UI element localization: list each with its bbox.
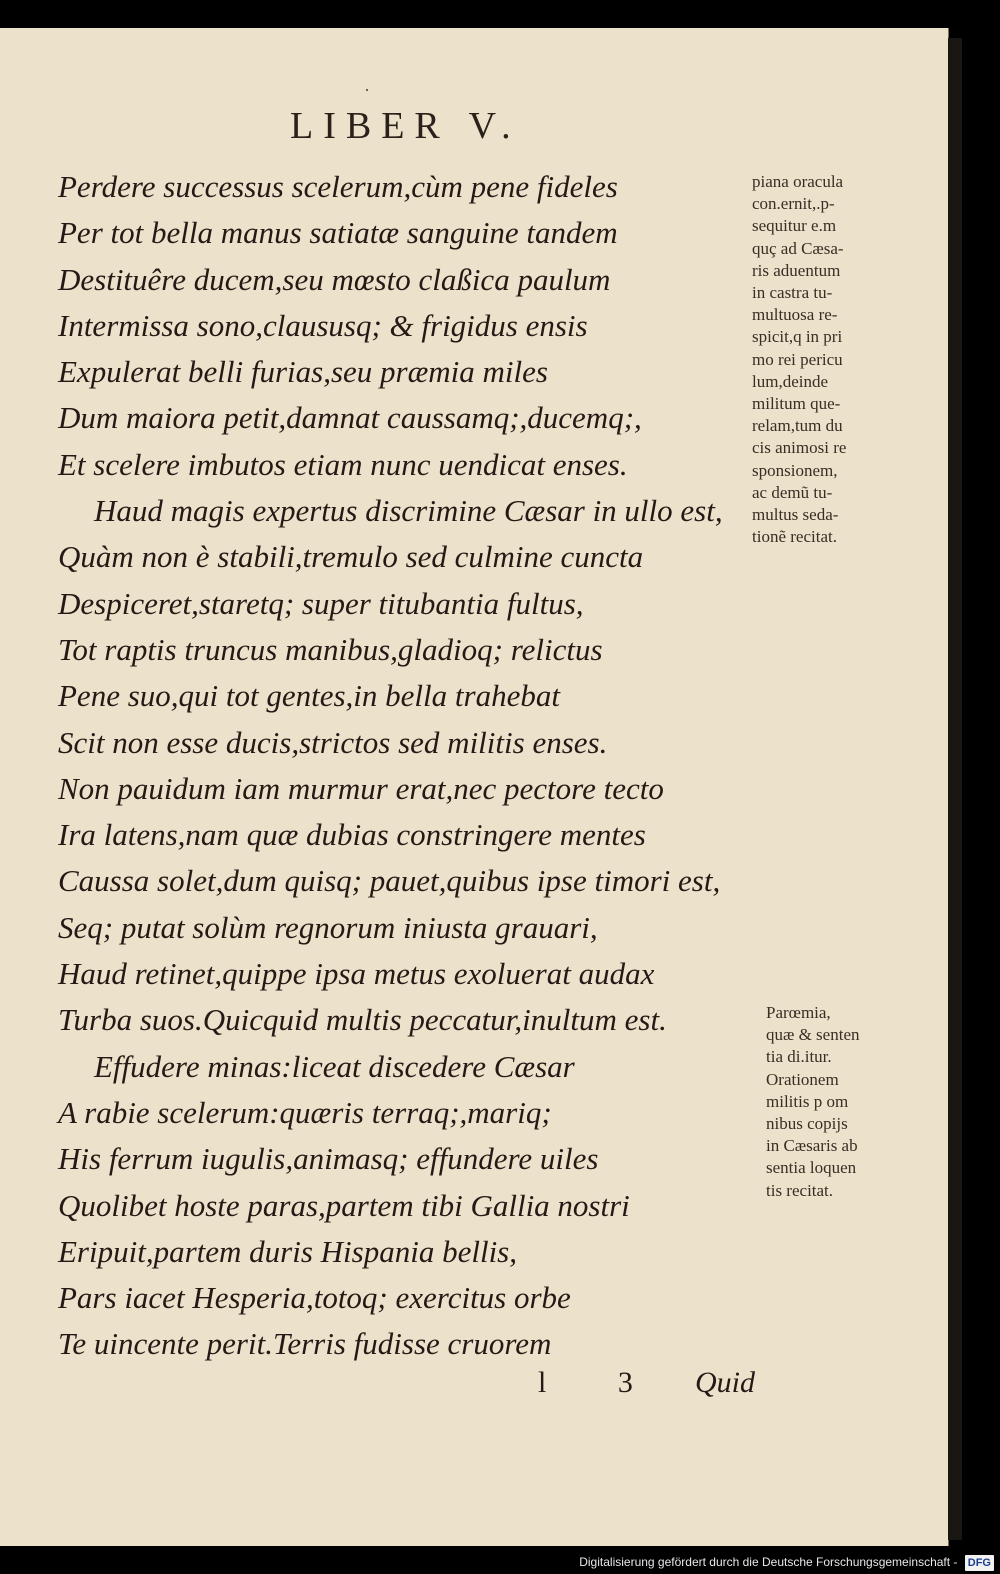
marginal-note-line: relam,tum du (752, 416, 843, 436)
verse-line: Intermissa sono,claususq; & frigidus ensis (58, 307, 588, 343)
marginal-note-line: in castra tu- (752, 283, 833, 303)
verse-line: His ferrum iugulis,animasq; effundere uiles (58, 1141, 599, 1177)
verse-line: Tot raptis truncus manibus,gladioq; relictus (58, 631, 603, 667)
marginal-note-line: Orationem (766, 1069, 839, 1089)
marginal-note-line: sequitur e.m (752, 216, 837, 236)
marginal-note-line: multuosa re- (752, 305, 838, 325)
catchword: Quid (695, 1366, 755, 1399)
marginal-note-line: lum,deinde (752, 371, 829, 391)
marginal-note-line: Parœmia, (766, 1003, 831, 1022)
verse-line: Haud retinet,quippe ipsa metus exoluerat audax (58, 956, 655, 992)
digitization-credit (0, 1550, 1000, 1574)
verse-line: Seq; putat solùm regnorum iniusta grauari, (58, 909, 598, 945)
marginal-note-line: sentia loquen (766, 1158, 857, 1178)
credit-text: Digitalisierung gefördert durch die Deutsche Forschungsgemeinschaft - (579, 1555, 958, 1569)
verse-line: Te uincente perit.Terris fudisse cruorem (58, 1326, 552, 1362)
book-page (0, 28, 949, 1546)
verse-line: Et scelere imbutos etiam nunc uendicat enses. (58, 446, 628, 482)
verse-line: Turba suos.Quicquid multis peccatur,inultum est. (58, 1002, 667, 1038)
verse-line: Haud magis expertus discrimine Cæsar in ullo est, (94, 493, 723, 529)
marginal-note-line: ris aduentum (752, 260, 841, 280)
verse-line: Dum maiora petit,damnat caussamq;,ducemq;, (58, 400, 642, 436)
verse-text (58, 164, 758, 1368)
marginal-note-line: quç ad Cæsa- (752, 238, 844, 258)
marginal-note-line: in Cæsaris ab (766, 1136, 858, 1156)
verse-line: Quolibet hoste paras,partem tibi Gallia nostri (58, 1187, 630, 1223)
running-head: LIBER V. (290, 105, 521, 147)
marginal-note-line: tionẽ recitat. (752, 527, 837, 547)
verse-line: Scit non esse ducis,strictos sed militis enses. (58, 724, 608, 760)
marginal-note-line: multus seda- (752, 505, 839, 525)
verse-line: Non pauidum iam murmur erat,nec pectore tecto (58, 770, 664, 806)
verse-line: Destituêre ducem,seu mœsto claßica paulum (58, 261, 611, 297)
marginal-note-line: cis animosi re (752, 438, 847, 458)
verse-line: Pene suo,qui tot gentes,in bella trahebat (58, 678, 560, 714)
marginal-note-oracles (752, 171, 930, 548)
marginal-note-line: tia di.itur. (766, 1047, 832, 1067)
marginal-note-line: militis p om (766, 1091, 849, 1111)
verse-line: Despiceret,staretq; super titubantia fultus, (58, 585, 584, 621)
marginal-note-line: mo rei pericu (752, 349, 843, 369)
marginal-note-line: piana oracula (752, 172, 844, 191)
verse-line: Quàm non è stabili,tremulo sed culmine cuncta (58, 539, 644, 575)
verse-line: Eripuit,partem duris Hispania bellis, (58, 1233, 517, 1269)
marginal-note-line: nibus copijs (766, 1114, 848, 1134)
marginal-note-line: militum que- (752, 394, 841, 414)
page-foot (0, 1366, 948, 1406)
verse-line: Expulerat belli furias,seu præmia miles (58, 354, 548, 390)
verse-line: Effudere minas:liceat discedere Cæsar (94, 1048, 575, 1084)
verse-line: Pars iacet Hesperia,totoq; exercitus orbe (58, 1280, 571, 1316)
verse-line: Caussa solet,dum quisq; pauet,quibus ipse timori est, (58, 863, 721, 899)
marginal-note-line: tis recitat. (766, 1180, 834, 1200)
verse-line: Ira latens,nam quæ dubias constringere mentes (58, 817, 646, 853)
signature-mark: l 3 (538, 1366, 665, 1399)
marginal-note-line: con.ernit,.p- (752, 194, 835, 214)
verse-line: A rabie scelerum:quæris terraq;,mariq; (58, 1094, 552, 1130)
verse-line: Perdere successus scelerum,cùm pene fideles (58, 169, 618, 204)
dfg-logo: DFG (965, 1555, 994, 1571)
marginal-note-line: sponsionem, (752, 460, 838, 480)
marginal-note-line: quæ & senten (766, 1025, 860, 1045)
verse-line: Per tot bella manus satiatæ sanguine tandem (58, 215, 618, 251)
marginal-note-line: spicit,q in pri (752, 327, 843, 347)
marginal-note-line: ac demũ tu- (752, 482, 833, 502)
head-mark: · (364, 80, 370, 100)
marginal-note-paroemia (766, 1002, 944, 1202)
